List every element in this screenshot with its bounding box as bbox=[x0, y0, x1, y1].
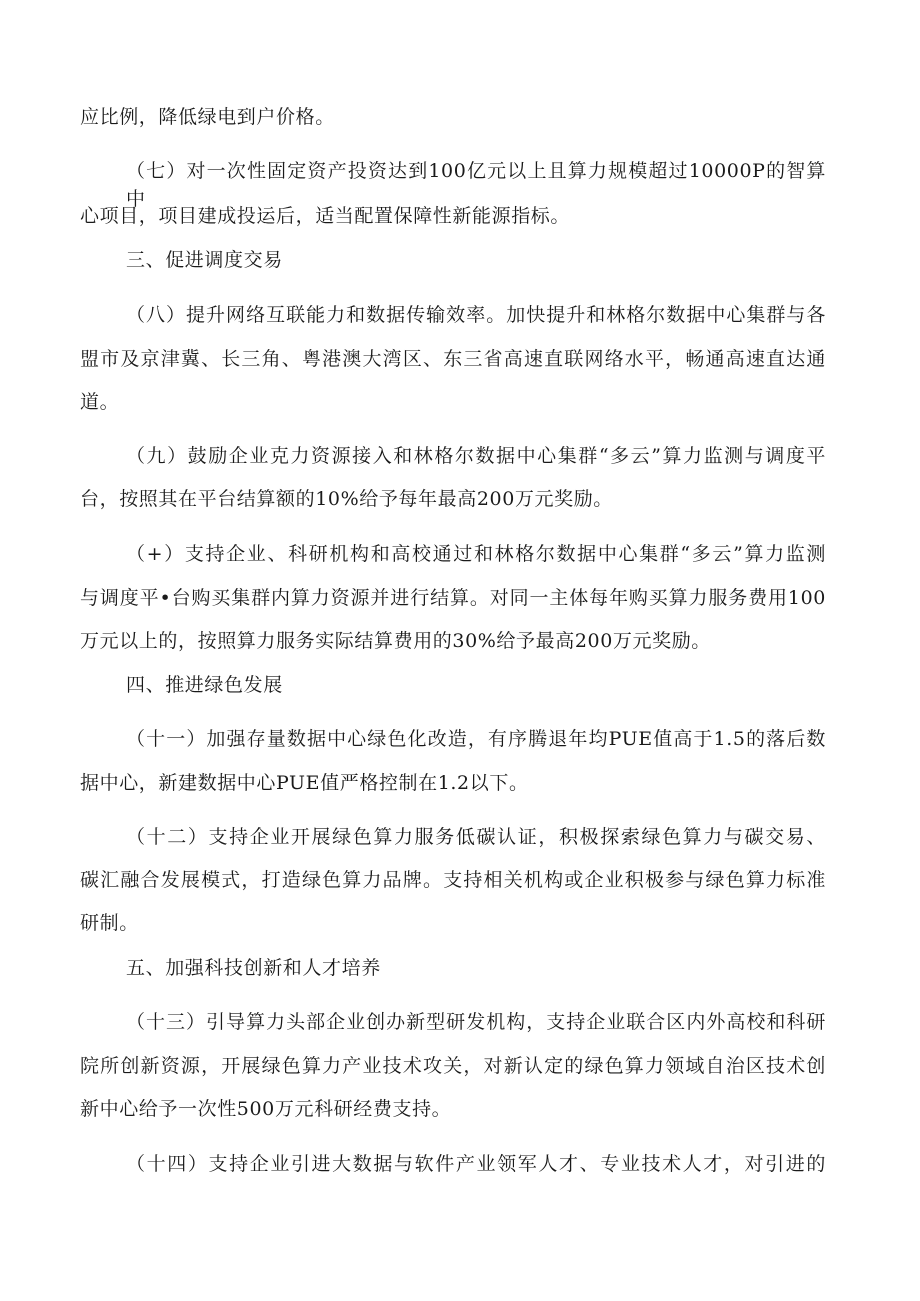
paragraph-9-line-2: 台，按照其在平台结算额的10%给予每年最高200万元奖励。 bbox=[80, 488, 613, 510]
paragraph-10-line-3: 万元以上的，按照算力服务实际结算费用的30%给予最高200万元奖励。 bbox=[80, 630, 711, 652]
paragraph-12-line-3: 研制。 bbox=[80, 912, 139, 934]
text-line: 应比例，降低绿电到户价格。 bbox=[80, 106, 335, 128]
paragraph-13-line-2: 院所创新资源，开展绿色算力产业技术攻关，对新认定的绿色算力领域自治区技术创 bbox=[80, 1055, 826, 1077]
paragraph-10-line-1: （+）支持企业、科研机构和高校通过和林格尔数据中心集群“多云”算力监测 bbox=[126, 543, 826, 565]
section-heading-3: 三、促进调度交易 bbox=[126, 249, 283, 271]
paragraph-8-line-3: 道。 bbox=[80, 391, 120, 413]
section-heading-5: 五、加强科技创新和人才培养 bbox=[126, 957, 381, 979]
paragraph-8-line-1: （八）提升网络互联能力和数据传输效率。加快提升和林格尔数据中心集群与各 bbox=[126, 304, 826, 326]
paragraph-7-line-2: 心项目，项目建成投运后，适当配置保障性新能源指标。 bbox=[80, 205, 571, 227]
paragraph-12-line-2: 碳汇融合发展模式，打造绿色算力品牌。支持相关机构或企业积极参与绿色算力标准 bbox=[80, 869, 826, 891]
paragraph-12-line-1: （十二）支持企业开展绿色算力服务低碳认证，积极探索绿色算力与碳交易、 bbox=[126, 826, 826, 848]
paragraph-8-line-2: 盟市及京津冀、长三角、粤港澳大湾区、东三省高速直联网络水平，畅通高速直达通 bbox=[80, 348, 826, 370]
paragraph-13-line-3: 新中心给予一次性500万元科研经费支持。 bbox=[80, 1098, 452, 1120]
paragraph-13-line-1: （十三）引导算力头部企业创办新型研发机构，支持企业联合区内外高校和科研 bbox=[126, 1011, 826, 1033]
paragraph-11-line-1: （十一）加强存量数据中心绿色化改造，有序腾退年均PUE值高于1.5的落后数 bbox=[126, 728, 826, 750]
paragraph-10-line-2: 与调度平•台购买集群内算力资源并进行结算。对同一主体每年购买算力服务费用100 bbox=[80, 587, 826, 609]
paragraph-11-line-2: 据中心，新建数据中心PUE值严格控制在1.2以下。 bbox=[80, 772, 529, 794]
paragraph-7-line-1: （七）对一次性固定资产投资达到100亿元以上且算力规模超过10000P的智算中 bbox=[126, 160, 826, 210]
section-heading-4: 四、推进绿色发展 bbox=[126, 674, 283, 696]
paragraph-14-line-1: （十四）支持企业引进大数据与软件产业领军人才、专业技术人才，对引进的 bbox=[126, 1153, 826, 1175]
paragraph-9-line-1: （九）鼓励企业克力资源接入和林格尔数据中心集群“多云”算力监测与调度平 bbox=[126, 445, 826, 467]
